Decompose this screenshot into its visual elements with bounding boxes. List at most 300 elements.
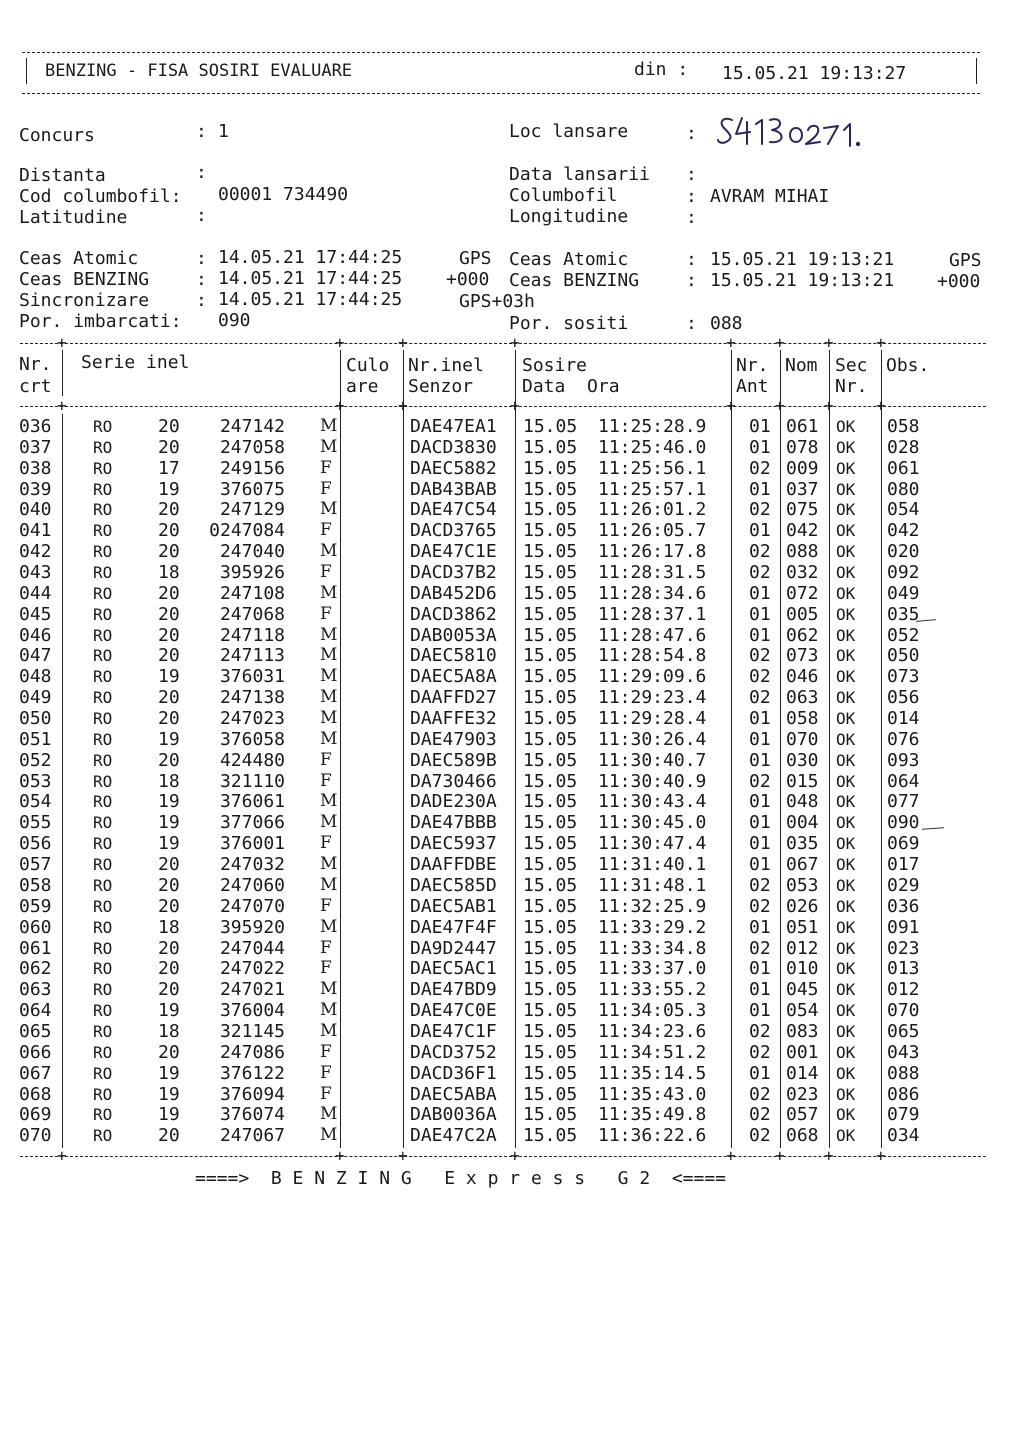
row-sec-status: OK [836, 521, 856, 541]
loc-lansare-sep: : [686, 123, 697, 144]
row-country: RO [93, 437, 113, 457]
row-sex: M [320, 645, 338, 666]
row-nom: 078 [786, 436, 819, 458]
row-obs: 091 [887, 916, 920, 938]
row-sensor-id: DAB43BAB [410, 478, 497, 500]
latitudine-sep: : [196, 205, 207, 226]
row-sec-status: OK [836, 771, 856, 791]
row-arrival-date: 15.05 [523, 958, 578, 980]
row-nom: 054 [786, 1000, 819, 1022]
col-header-culoare-line2: are [346, 376, 379, 397]
row-sec-status: OK [836, 938, 856, 958]
row-arrival-time: 11:30:45.0 [598, 812, 707, 834]
row-nom: 088 [786, 541, 819, 563]
row-year: 19 [158, 812, 180, 834]
row-sensor-id: DAE47EA1 [410, 416, 497, 437]
table-row [0, 1125, 1024, 1146]
ceas-benzing-start-label: Ceas BENZING [19, 269, 150, 290]
row-sex: M [320, 728, 338, 749]
row-year: 20 [158, 854, 180, 876]
row-sex: F [320, 562, 332, 583]
table-row [0, 833, 1024, 854]
row-obs: 023 [887, 937, 920, 959]
row-sex: M [320, 666, 338, 687]
row-country: RO [93, 458, 113, 478]
table-row [0, 896, 1024, 917]
row-nom: 051 [786, 916, 819, 938]
row-nr-ant: 02 [749, 666, 771, 688]
row-arrival-time: 11:35:14.5 [598, 1062, 707, 1084]
row-arrival-time: 11:34:23.6 [598, 1020, 707, 1042]
row-obs: 049 [887, 582, 920, 604]
row-sec-status: OK [836, 834, 856, 854]
row-country: RO [93, 1126, 113, 1146]
row-arrival-date: 15.05 [523, 833, 578, 855]
row-sensor-id: DAAFFE32 [410, 708, 497, 730]
row-obs: 092 [887, 562, 920, 584]
row-obs: 013 [887, 958, 920, 980]
row-obs: 050 [887, 645, 920, 667]
row-sec-status: OK [836, 1105, 856, 1125]
row-ring-number: 247142 [219, 416, 285, 437]
row-sex: M [320, 624, 338, 645]
row-sec-status: OK [836, 959, 856, 979]
row-nom: 046 [786, 666, 819, 688]
table-row [0, 771, 1024, 792]
row-sex: M [320, 416, 338, 436]
row-crt: 064 [19, 1000, 52, 1022]
row-ring-number: 249156 [219, 457, 285, 479]
row-nom: 075 [786, 499, 819, 521]
row-sex: M [320, 541, 338, 562]
row-year: 20 [158, 1041, 180, 1063]
row-ring-number: 321110 [219, 770, 285, 792]
table-row [0, 437, 1024, 458]
row-obs: 042 [887, 520, 920, 542]
row-crt: 043 [19, 562, 52, 584]
row-crt: 056 [19, 833, 52, 855]
row-arrival-time: 11:29:23.4 [598, 687, 707, 709]
row-sec-status: OK [836, 583, 856, 603]
row-year: 20 [158, 1125, 180, 1147]
row-crt: 059 [19, 895, 52, 917]
row-sensor-id: DACD36F1 [410, 1062, 497, 1084]
row-year: 18 [158, 770, 180, 792]
row-sex: M [320, 1020, 338, 1041]
row-year: 20 [158, 979, 180, 1001]
row-ring-number: 376094 [219, 1083, 285, 1105]
row-sex: F [320, 1062, 332, 1083]
row-nom: 032 [786, 562, 819, 584]
row-nom: 057 [786, 1104, 819, 1126]
columbofil-sep: : [686, 186, 697, 207]
row-nr-ant: 01 [749, 478, 771, 500]
row-arrival-time: 11:28:54.8 [598, 645, 707, 667]
row-nr-ant: 02 [749, 895, 771, 917]
row-crt: 046 [19, 624, 52, 646]
row-country: RO [93, 563, 113, 583]
row-arrival-date: 15.05 [523, 666, 578, 688]
table-row [0, 458, 1024, 479]
row-arrival-time: 11:33:34.8 [598, 937, 707, 959]
table-row [0, 1063, 1024, 1084]
row-sex: M [320, 1104, 338, 1125]
row-year: 19 [158, 1083, 180, 1105]
row-arrival-time: 11:31:48.1 [598, 874, 707, 896]
row-sensor-id: DAAFFD27 [410, 687, 497, 709]
row-arrival-date: 15.05 [523, 520, 578, 542]
row-country: RO [93, 479, 113, 499]
junction-mark: + [510, 333, 520, 352]
row-sex: M [320, 582, 338, 603]
table-row [0, 562, 1024, 583]
ceas-atomic-start-value: 14.05.21 17:44:25 [218, 247, 403, 268]
junction-mark: + [335, 396, 345, 415]
row-year: 20 [158, 708, 180, 730]
row-arrival-time: 11:25:57.1 [598, 478, 707, 500]
row-sec-status: OK [836, 917, 856, 937]
row-sensor-id: DAEC5AB1 [410, 895, 497, 917]
row-crt: 048 [19, 666, 52, 688]
row-arrival-time: 11:26:17.8 [598, 541, 707, 563]
row-country: RO [93, 959, 113, 979]
row-sec-status: OK [836, 1126, 856, 1146]
table-row [0, 645, 1024, 666]
row-year: 18 [158, 562, 180, 584]
concurs-value: 1 [218, 121, 229, 142]
row-ring-number: 376031 [219, 666, 285, 688]
junction-mark: + [876, 333, 886, 352]
row-obs: 017 [887, 854, 920, 876]
row-arrival-date: 15.05 [523, 874, 578, 896]
row-sec-status: OK [836, 625, 856, 645]
row-arrival-time: 11:36:22.6 [598, 1125, 707, 1147]
row-year: 19 [158, 728, 180, 750]
col-header-nr-inel-line2: Senzor [408, 376, 474, 397]
row-sex: M [320, 436, 338, 457]
row-arrival-date: 15.05 [523, 603, 578, 625]
row-country: RO [93, 875, 113, 895]
row-year: 20 [158, 687, 180, 709]
row-country: RO [93, 688, 113, 708]
col-header-sosire-line2: Data Ora [522, 376, 620, 397]
row-nom: 070 [786, 728, 819, 750]
junction-mark: + [57, 333, 67, 352]
row-crt: 042 [19, 541, 52, 563]
row-arrival-date: 15.05 [523, 791, 578, 813]
row-nom: 014 [786, 1062, 819, 1084]
row-sensor-id: DAE47C0E [410, 1000, 497, 1022]
row-nr-ant: 02 [749, 1083, 771, 1105]
row-nr-ant: 01 [749, 603, 771, 625]
row-nom: 004 [786, 812, 819, 834]
row-arrival-date: 15.05 [523, 1083, 578, 1105]
row-sec-status: OK [836, 1042, 856, 1062]
loc-lansare-label: Loc lansare [509, 121, 629, 142]
table-row [0, 1104, 1024, 1125]
row-country: RO [93, 855, 113, 875]
row-country: RO [93, 521, 113, 541]
row-nr-ant: 01 [749, 1000, 771, 1022]
row-arrival-time: 11:32:25.9 [598, 895, 707, 917]
row-country: RO [93, 417, 113, 436]
row-arrival-date: 15.05 [523, 645, 578, 667]
row-sec-status: OK [836, 1021, 856, 1041]
row-sensor-id: DACD3830 [410, 436, 497, 458]
row-country: RO [93, 646, 113, 666]
title-bottom-border [22, 93, 980, 94]
row-obs: 029 [887, 874, 920, 896]
row-crt: 037 [19, 436, 52, 458]
row-year: 19 [158, 1104, 180, 1126]
row-obs: 090 [887, 812, 920, 834]
row-arrival-time: 11:34:51.2 [598, 1041, 707, 1063]
sincronizare-suffix: GPS+03h [459, 291, 535, 312]
row-year: 20 [158, 895, 180, 917]
row-year: 20 [158, 541, 180, 563]
din-value: 15.05.21 19:13:27 [722, 63, 907, 84]
row-crt: 053 [19, 770, 52, 792]
row-sensor-id: DACD3765 [410, 520, 497, 542]
row-sec-status: OK [836, 980, 856, 1000]
row-sex: F [320, 749, 332, 770]
row-obs: 034 [887, 1125, 920, 1147]
longitudine-label: Longitudine [509, 206, 629, 227]
row-nr-ant: 01 [749, 582, 771, 604]
row-year: 19 [158, 666, 180, 688]
row-obs: 056 [887, 687, 920, 709]
row-sec-status: OK [836, 479, 856, 499]
row-country: RO [93, 771, 113, 791]
row-year: 19 [158, 833, 180, 855]
row-nr-ant: 02 [749, 937, 771, 959]
row-year: 19 [158, 478, 180, 500]
row-crt: 036 [19, 416, 52, 437]
table-row [0, 938, 1024, 959]
table-row [0, 1021, 1024, 1042]
ceas-benzing-start-suffix: +000 [446, 269, 490, 290]
row-ring-number: 395926 [219, 562, 285, 584]
row-crt: 068 [19, 1083, 52, 1105]
row-year: 20 [158, 416, 180, 437]
row-arrival-time: 11:25:56.1 [598, 457, 707, 479]
table-row [0, 979, 1024, 1000]
row-obs: 064 [887, 770, 920, 792]
row-nr-ant: 01 [749, 791, 771, 813]
row-sex: F [320, 1041, 332, 1062]
col-header-culoare-line1: Culo [346, 355, 390, 376]
row-obs: 080 [887, 478, 920, 500]
row-sex: F [320, 958, 332, 979]
row-sec-status: OK [836, 1001, 856, 1021]
row-ring-number: 247023 [219, 708, 285, 730]
row-sec-status: OK [836, 792, 856, 812]
row-arrival-date: 15.05 [523, 499, 578, 521]
row-nr-ant: 02 [749, 541, 771, 563]
ceas-atomic-start-sep: : [196, 248, 207, 269]
row-arrival-time: 11:25:46.0 [598, 436, 707, 458]
col-header-serie-inel: Serie inel [81, 352, 190, 373]
row-obs: 054 [887, 499, 920, 521]
ceas-benzing-end-value: 15.05.21 19:13:21 [710, 270, 895, 291]
row-arrival-time: 11:26:05.7 [598, 520, 707, 542]
row-crt: 057 [19, 854, 52, 876]
row-arrival-date: 15.05 [523, 916, 578, 938]
row-sensor-id: DAEC5ABA [410, 1083, 497, 1105]
row-nom: 026 [786, 895, 819, 917]
table-row [0, 416, 1024, 437]
row-year: 17 [158, 457, 180, 479]
row-nr-ant: 01 [749, 1062, 771, 1084]
row-year: 20 [158, 499, 180, 521]
row-country: RO [93, 980, 113, 1000]
row-sensor-id: DACD3862 [410, 603, 497, 625]
row-ring-number: 247040 [219, 541, 285, 563]
row-ring-number: 424480 [219, 749, 285, 771]
row-obs: 028 [887, 436, 920, 458]
row-country: RO [93, 938, 113, 958]
row-nom: 023 [786, 1083, 819, 1105]
row-country: RO [93, 792, 113, 812]
row-arrival-date: 15.05 [523, 416, 578, 437]
row-nr-ant: 01 [749, 416, 771, 437]
row-country: RO [93, 917, 113, 937]
row-country: RO [93, 542, 113, 562]
title-left-border [26, 58, 27, 84]
table-row [0, 541, 1024, 562]
title-right-border [976, 58, 977, 84]
row-sec-status: OK [836, 855, 856, 875]
row-ring-number: 0247084 [209, 520, 285, 542]
ceas-atomic-end-suffix: GPS [949, 250, 982, 271]
row-arrival-date: 15.05 [523, 854, 578, 876]
row-year: 19 [158, 1000, 180, 1022]
row-year: 19 [158, 1062, 180, 1084]
row-obs: 058 [887, 416, 920, 437]
col-header-nr-ant-line1: Nr. [736, 355, 769, 376]
row-sensor-id: DAEC5882 [410, 457, 497, 479]
row-arrival-time: 11:25:28.9 [598, 416, 707, 437]
row-crt: 041 [19, 520, 52, 542]
row-country: RO [93, 625, 113, 645]
row-year: 20 [158, 603, 180, 625]
row-crt: 058 [19, 874, 52, 896]
row-country: RO [93, 709, 113, 729]
row-year: 20 [158, 958, 180, 980]
table-top-rule [20, 343, 986, 344]
table-row [0, 812, 1024, 833]
row-arrival-time: 11:33:29.2 [598, 916, 707, 938]
data-lansarii-sep: : [686, 164, 697, 185]
row-obs: 014 [887, 708, 920, 730]
row-sec-status: OK [836, 604, 856, 624]
row-arrival-time: 11:29:09.6 [598, 666, 707, 688]
row-crt: 040 [19, 499, 52, 521]
row-year: 19 [158, 791, 180, 813]
row-year: 20 [158, 582, 180, 604]
row-ring-number: 247118 [219, 624, 285, 646]
ceas-benzing-end-suffix: +000 [937, 271, 981, 292]
row-arrival-time: 11:35:43.0 [598, 1083, 707, 1105]
ceas-benzing-end-label: Ceas BENZING [509, 270, 640, 291]
row-arrival-date: 15.05 [523, 770, 578, 792]
row-nr-ant: 02 [749, 499, 771, 521]
row-arrival-time: 11:29:28.4 [598, 708, 707, 730]
row-arrival-date: 15.05 [523, 1020, 578, 1042]
row-obs: 061 [887, 457, 920, 479]
row-sensor-id: DA730466 [410, 770, 497, 792]
row-crt: 050 [19, 708, 52, 730]
ceas-benzing-start-value: 14.05.21 17:44:25 [218, 268, 403, 289]
row-nom: 058 [786, 708, 819, 730]
row-sensor-id: DAE47903 [410, 728, 497, 750]
row-ring-number: 247068 [219, 603, 285, 625]
row-sex: F [320, 478, 332, 499]
row-arrival-date: 15.05 [523, 1104, 578, 1126]
row-sensor-id: DAE47C1F [410, 1020, 497, 1042]
row-nom: 042 [786, 520, 819, 542]
row-ring-number: 247058 [219, 436, 285, 458]
row-sex: F [320, 603, 332, 624]
row-nr-ant: 01 [749, 708, 771, 730]
longitudine-sep: : [686, 207, 697, 228]
row-ring-number: 377066 [219, 812, 285, 834]
row-country: RO [93, 1105, 113, 1125]
row-crt: 063 [19, 979, 52, 1001]
row-nom: 062 [786, 624, 819, 646]
row-obs: 077 [887, 791, 920, 813]
row-arrival-date: 15.05 [523, 979, 578, 1001]
latitudine-label: Latitudine [19, 207, 128, 228]
row-sensor-id: DAE47BD9 [410, 979, 497, 1001]
row-nr-ant: 02 [749, 770, 771, 792]
ceas-atomic-start-suffix: GPS [459, 248, 492, 269]
row-arrival-date: 15.05 [523, 1125, 578, 1147]
table-header-rule [20, 406, 986, 407]
row-nom: 015 [786, 770, 819, 792]
row-nom: 068 [786, 1125, 819, 1147]
row-year: 20 [158, 624, 180, 646]
row-obs: 065 [887, 1020, 920, 1042]
row-arrival-date: 15.05 [523, 812, 578, 834]
row-nom: 072 [786, 582, 819, 604]
row-country: RO [93, 667, 113, 687]
junction-mark: + [335, 1146, 345, 1165]
ceas-atomic-end-label: Ceas Atomic [509, 249, 629, 270]
row-arrival-time: 11:31:40.1 [598, 854, 707, 876]
row-sex: F [320, 833, 332, 854]
row-ring-number: 247067 [219, 1125, 285, 1147]
handwritten-loc-code [716, 110, 876, 154]
row-ring-number: 376001 [219, 833, 285, 855]
porumbei-imbarcati-label: Por. imbarcati: [19, 311, 182, 332]
col-sep-crt-header [62, 350, 63, 396]
row-year: 18 [158, 1020, 180, 1042]
table-row [0, 875, 1024, 896]
row-obs: 079 [887, 1104, 920, 1126]
row-nom: 009 [786, 457, 819, 479]
row-country: RO [93, 1001, 113, 1021]
row-arrival-date: 15.05 [523, 687, 578, 709]
row-nr-ant: 02 [749, 687, 771, 709]
junction-mark: + [398, 396, 408, 415]
junction-mark: + [57, 396, 67, 415]
data-lansarii-label: Data lansarii [509, 164, 650, 185]
row-nr-ant: 01 [749, 749, 771, 771]
row-arrival-time: 11:28:37.1 [598, 603, 707, 625]
row-nom: 001 [786, 1041, 819, 1063]
table-row [0, 1042, 1024, 1063]
